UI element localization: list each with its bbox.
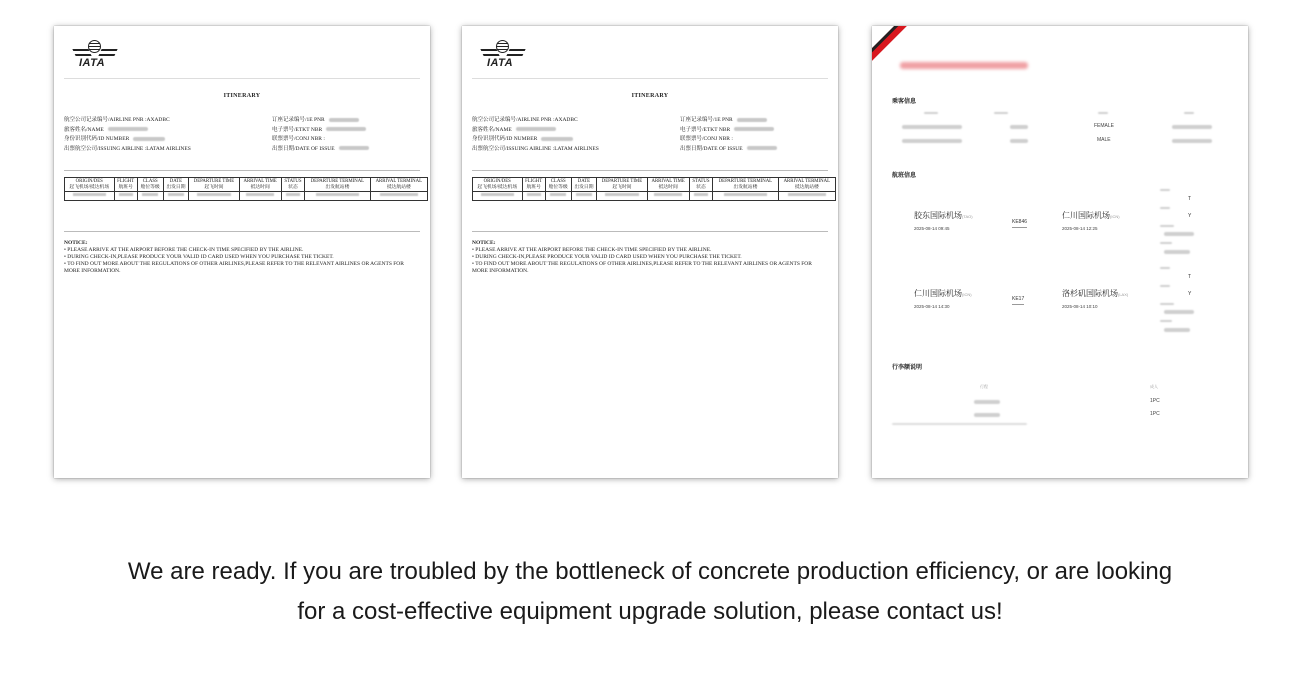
itinerary-document-1 xyxy=(54,26,430,478)
id-field: 身份识别代码/ID NUMBER xyxy=(472,136,538,142)
issue-date-field: 出票日期/DATE OF ISSUE xyxy=(272,145,335,152)
flight-number: KE846 xyxy=(1012,219,1027,228)
departure-time: 2025-08-14 09:45 xyxy=(914,226,950,231)
logo-text: IATA xyxy=(79,57,106,69)
id-field: 身份识别代码/ID NUMBER xyxy=(64,136,130,142)
etkt-field: 电子票号/ETKT NBR xyxy=(680,126,731,133)
departure-airport: 胶东国际机场(TAO) xyxy=(914,211,973,220)
globe-icon xyxy=(88,40,101,53)
table-header-row: ORIGIN/DES 起飞机场/抵达机场 FLIGHT 航班号 CLASS 舱位等级 DATE 出发日期 DEPARTURE TIME 起飞时间 ARRIVAL TIME 抵达时间 STATUS 状态 DEPARTURE TERMINAL 出发航站楼 ARRIVAL TERMINAL 抵达航站楼 xyxy=(65,178,428,192)
notice-line: • TO FIND OUT MORE ABOUT THE REGULATIONS OF OTHER AIRLINES,PLEASE REFER TO THE RELEVANT AIRLINES OR AGENTS FOR MORE INFORMATION. xyxy=(472,261,812,274)
baggage-col-route: 行程 xyxy=(980,384,988,389)
table-row xyxy=(473,192,836,201)
segment-terminal: T xyxy=(1188,274,1192,280)
notice-title: NOTICE: xyxy=(64,240,88,246)
iata-logo xyxy=(74,40,116,70)
segment-class: Y xyxy=(1188,213,1192,219)
flight-number: KE17 xyxy=(1012,296,1024,305)
baggage-value: 1PC xyxy=(1150,411,1160,417)
caption-line-2: for a cost-effective equipment upgrade solution, please contact us! xyxy=(297,598,1003,625)
promo-caption xyxy=(0,552,1300,632)
document-title: ITINERARY xyxy=(631,93,669,99)
itinerary-table xyxy=(472,177,836,201)
name-field: 旅客姓名/NAME xyxy=(64,126,104,133)
baggage-heading: 行李额说明 xyxy=(892,365,923,371)
notice xyxy=(64,240,414,275)
caption-line-1: We are ready. If you are troubled by the bottleneck of concrete production efficiency, or are looking xyxy=(127,558,1173,585)
conj-field: 联票票号/CONJ NBR : xyxy=(680,136,733,142)
table-header-row: ORIGIN/DES 起飞机场/抵达机场 FLIGHT 航班号 CLASS 舱位等级 DATE 出发日期 DEPARTURE TIME 起飞时间 ARRIVAL TIME 抵达时间 STATUS 状态 DEPARTURE TERMINAL 出发航站楼 ARRIVAL TERMINAL 抵达航站楼 xyxy=(473,178,836,192)
arrival-time: 2025-08-14 12:25 xyxy=(1062,226,1098,231)
notice-line: • PLEASE ARRIVE AT THE AIRPORT BEFORE THE CHECK-IN TIME SPECIFIED BY THE AIRLINE. xyxy=(472,247,712,253)
passenger-heading: 乘客信息 xyxy=(892,99,917,105)
notice-line: • PLEASE ARRIVE AT THE AIRPORT BEFORE THE CHECK-IN TIME SPECIFIED BY THE AIRLINE. xyxy=(64,247,304,253)
baggage-value: 1PC xyxy=(1150,398,1160,404)
1e-pnr-field: 订座记录编号/1E PNR xyxy=(272,117,325,123)
notice-line: • DURING CHECK-IN,PLEASE PRODUCE YOUR VALID ID CARD USED WHEN YOU PURCHASE THE TICKET. xyxy=(64,254,334,260)
etkt-field: 电子票号/ETKT NBR xyxy=(272,126,323,133)
right-fields xyxy=(680,116,777,154)
iata-logo xyxy=(482,40,524,70)
left-fields xyxy=(64,116,191,154)
gender-value: MALE xyxy=(1097,137,1111,143)
pnr-field: 航空公司记录编号/AIRLINE PNR :AXADBC xyxy=(64,117,170,123)
name-field: 旅客姓名/NAME xyxy=(472,126,512,133)
gender-value: FEMALE xyxy=(1094,123,1115,129)
conj-field: 联票票号/CONJ NBR : xyxy=(272,136,325,142)
itinerary-document-2 xyxy=(462,26,838,478)
departure-time: 2025-08-14 14:30 xyxy=(914,304,950,309)
flight-heading: 航班信息 xyxy=(892,173,917,179)
issue-date-field: 出票日期/DATE OF ISSUE xyxy=(680,145,743,152)
issuing-airline-field: 出票航空公司/ISSUING AIRLINE :LATAM AIRLINES xyxy=(64,145,191,152)
arrival-airport: 洛杉矶国际机场(LAX) xyxy=(1062,289,1129,298)
left-fields xyxy=(472,116,599,154)
baggage-col-adult: 成人 xyxy=(1150,384,1158,389)
itinerary-table xyxy=(64,177,428,201)
issuing-airline-field: 出票航空公司/ISSUING AIRLINE :LATAM AIRLINES xyxy=(472,145,599,152)
document-title: ITINERARY xyxy=(223,93,261,99)
notice xyxy=(472,240,822,275)
notice-line: • TO FIND OUT MORE ABOUT THE REGULATIONS OF OTHER AIRLINES,PLEASE REFER TO THE RELEVANT AIRLINES OR AGENTS FOR MORE INFORMATION. xyxy=(64,261,404,274)
1e-pnr-field: 订座记录编号/1E PNR xyxy=(680,117,733,123)
segment-terminal: T xyxy=(1188,196,1192,202)
notice-title: NOTICE: xyxy=(472,240,496,246)
arrival-airport: 仁川国际机场(ICN) xyxy=(1062,211,1120,220)
booking-confirmation-document xyxy=(872,26,1248,478)
corner-ribbon xyxy=(872,26,912,63)
departure-airport: 仁川国际机场(ICN) xyxy=(914,289,972,298)
redacted-header xyxy=(900,62,1028,69)
segment-class: Y xyxy=(1188,291,1192,297)
pnr-field: 航空公司记录编号/AIRLINE PNR :AXADBC xyxy=(472,117,578,123)
table-row xyxy=(65,192,428,201)
notice-line: • DURING CHECK-IN,PLEASE PRODUCE YOUR VALID ID CARD USED WHEN YOU PURCHASE THE TICKET. xyxy=(472,254,742,260)
right-fields xyxy=(272,116,369,154)
arrival-time: 2025-08-14 10:10 xyxy=(1062,304,1098,309)
globe-icon xyxy=(496,40,509,53)
logo-text: IATA xyxy=(487,57,514,69)
